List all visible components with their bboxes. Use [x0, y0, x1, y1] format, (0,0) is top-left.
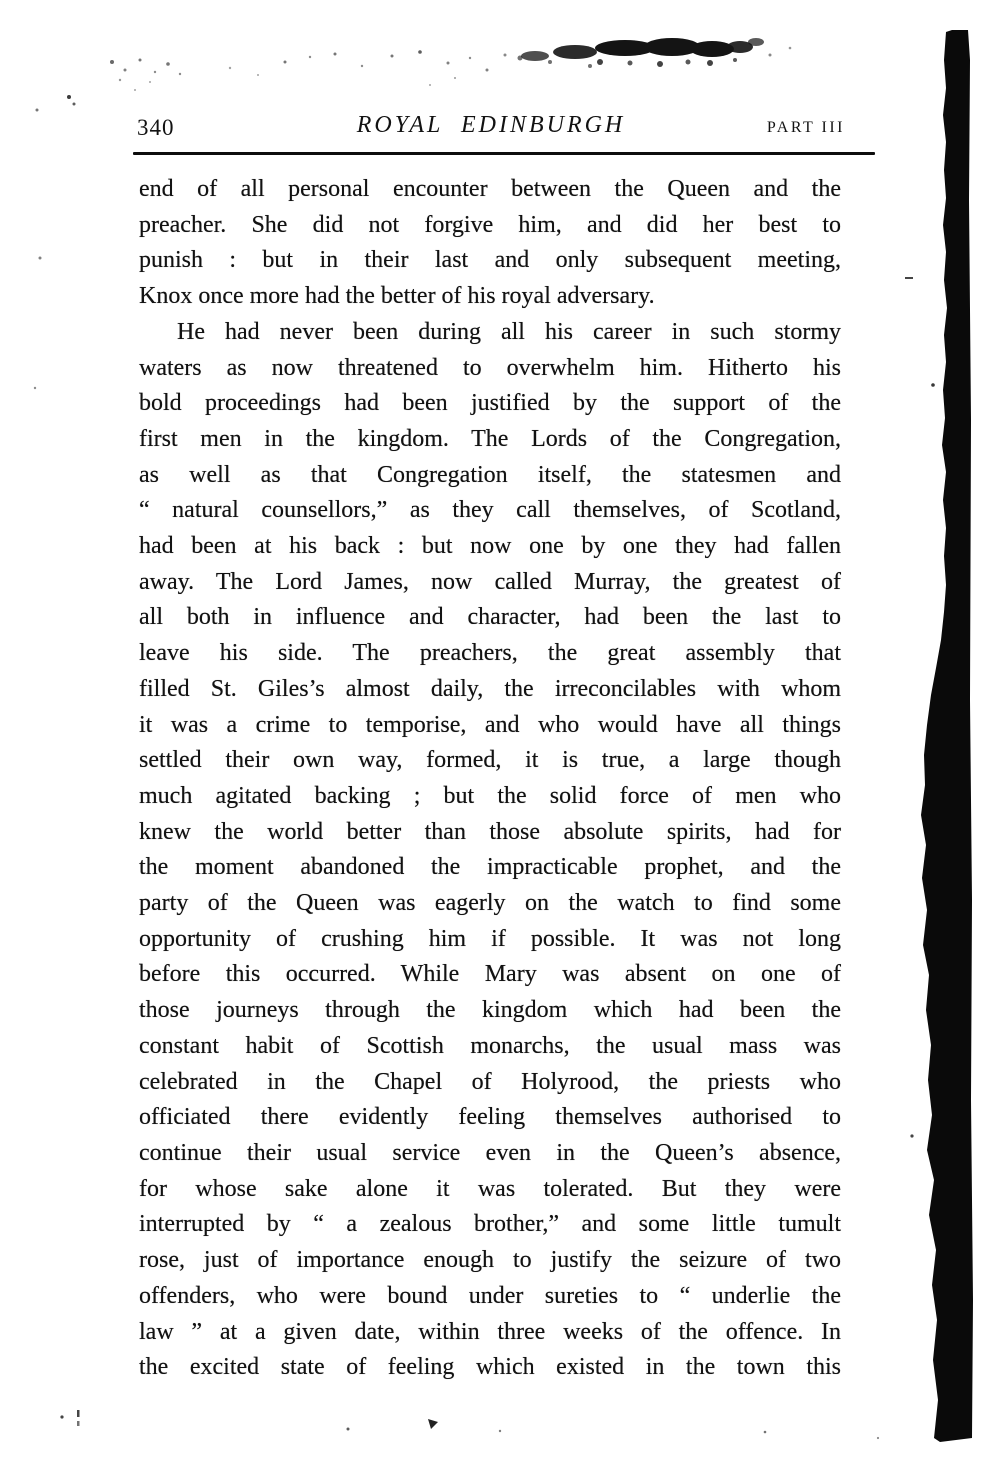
text-line: for whose sake alone it was tolerated. But they were [139, 1175, 841, 1202]
text-line: party of the Queen was eagerly on the watch to find some [139, 890, 841, 917]
text-line: leave his side. The preachers, the great assembly that [139, 640, 841, 667]
text-line: continue their usual service even in the Queen’s absence, [139, 1139, 841, 1166]
text-line: those journeys through the kingdom which had been the [139, 997, 841, 1024]
text-line: Knox once more had the better of his royal adversary. [139, 283, 655, 310]
page-number: 340 [137, 115, 175, 140]
text-line: the moment abandoned the impracticable prophet, and the [139, 854, 841, 881]
text-line: law ” at a given date, within three weeks of the offence. In [139, 1318, 841, 1345]
text-line: much agitated backing ; but the solid force of men who [139, 782, 841, 809]
running-title: ROYAL EDINBURGH [356, 112, 626, 138]
text-line: all both in influence and character, had been the last to [139, 604, 841, 631]
text-line: opportunity of crushing him if possible. It was not long [139, 925, 841, 952]
text-line: waters as now threatened to overwhelm him. Hitherto his [139, 354, 841, 381]
text-line: as well as that Congregation itself, the statesmen and [139, 461, 841, 488]
part-label: PART III [766, 119, 845, 136]
paragraph [139, 172, 841, 315]
text-line: before this occurred. While Mary was absent on one of [139, 961, 841, 988]
page-header [139, 112, 843, 144]
text-line: constant habit of Scottish monarchs, the usual mass was [139, 1032, 841, 1059]
text-line: He had never been during all his career in such stormy [177, 318, 841, 345]
gutter-shadow-bar [921, 30, 973, 1442]
text-line: officiated there evidently feeling themselves authorised to [139, 1104, 841, 1131]
text-line: the excited state of feeling which existed in the town this [139, 1354, 841, 1381]
text-line: offenders, who were bound under sureties to “ underlie the [139, 1282, 841, 1309]
text-line: rose, just of importance enough to justify the seizure of two [139, 1247, 841, 1274]
paragraph [139, 315, 841, 1386]
text-line: settled their own way, formed, it is true, a large though [139, 747, 841, 774]
text-line: interrupted by “ a zealous brother,” and some little tumult [139, 1211, 841, 1238]
text-line: end of all personal encounter between the Queen and the [139, 176, 841, 202]
text-line: had been at his back : but now one by one they had fallen [139, 533, 841, 560]
text-line: first men in the kingdom. The Lords of the Congregation, [139, 425, 841, 452]
text-line: bold proceedings had been justified by the support of the [139, 390, 841, 417]
text-line: preacher. She did not forgive him, and did her best to [139, 211, 841, 238]
page-body [139, 172, 841, 1386]
text-line: “ natural counsellors,” as they call themselves, of Scotland, [139, 497, 841, 524]
text-line: celebrated in the Chapel of Holyrood, the priests who [139, 1068, 841, 1095]
smudge-band [504, 38, 792, 68]
header-rule [133, 152, 875, 155]
text-line: punish : but in their last and only subsequent meeting, [139, 247, 841, 274]
text-line: away. The Lord James, now called Murray, the greatest of [139, 568, 841, 595]
text-line: it was a crime to temporise, and who would have all things [139, 711, 841, 738]
text-line: knew the world better than those absolute spirits, had for [139, 818, 841, 845]
text-line: filled St. Giles’s almost daily, the irreconcilables with whom [139, 675, 841, 702]
